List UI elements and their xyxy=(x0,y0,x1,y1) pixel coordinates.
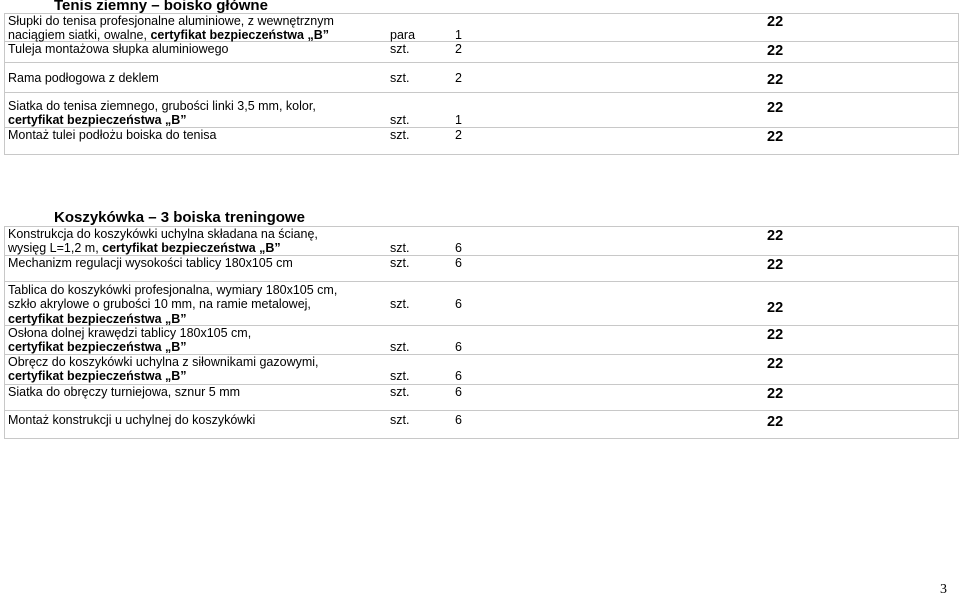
item-unit: szt. xyxy=(390,256,410,270)
item-quantity: 6 xyxy=(455,256,462,270)
item-description: Mechanizm regulacji wysokości tablicy 180x105 cm xyxy=(8,256,293,270)
item-description: Montaż konstrukcji u uchylnej do koszykówki xyxy=(8,413,256,427)
item-value: 22 xyxy=(767,257,784,273)
item-unit: szt. xyxy=(390,128,410,142)
item-quantity: 6 xyxy=(455,413,462,427)
item-quantity: 1 xyxy=(455,113,462,127)
item-unit: szt. xyxy=(390,413,410,427)
row-divider xyxy=(4,62,958,63)
item-description: szkło akrylowe o grubości 10 mm, na ramie metalowej, xyxy=(8,297,311,311)
certificate-label: certyfikat bezpieczeństwa „B” xyxy=(8,113,187,127)
item-quantity: 6 xyxy=(455,241,462,255)
certificate-label: certyfikat bezpieczeństwa „B” xyxy=(102,241,281,255)
column-divider xyxy=(958,13,959,155)
item-description: Osłona dolnej krawędzi tablicy 180x105 cm, xyxy=(8,326,252,340)
item-description xyxy=(8,28,329,43)
item-value: 22 xyxy=(767,100,784,116)
item-unit: szt. xyxy=(390,71,410,85)
item-value: 22 xyxy=(767,72,784,88)
item-value: 22 xyxy=(767,386,784,402)
page-number: 3 xyxy=(940,582,947,597)
column-divider xyxy=(4,226,5,439)
item-quantity: 2 xyxy=(455,71,462,85)
item-value: 22 xyxy=(767,327,784,343)
item-quantity: 2 xyxy=(455,42,462,56)
certificate-label: certyfikat bezpieczeństwa „B” xyxy=(150,28,329,42)
item-value: 22 xyxy=(767,356,784,372)
item-unit: szt. xyxy=(390,241,410,255)
certificate-label: certyfikat bezpieczeństwa „B” xyxy=(8,312,187,326)
item-description-line2: wysięg L=1,2 m, xyxy=(8,241,103,255)
item-description: Montaż tulei podłożu boiska do tenisa xyxy=(8,128,217,142)
section-title: Tenis ziemny – boisko główne xyxy=(54,0,268,14)
column-divider xyxy=(958,226,959,439)
item-description xyxy=(8,241,281,256)
item-quantity: 6 xyxy=(455,340,462,354)
item-unit: szt. xyxy=(390,369,410,383)
item-unit: para xyxy=(390,28,416,42)
item-value: 22 xyxy=(767,300,784,316)
item-value: 22 xyxy=(767,129,784,145)
item-unit: szt. xyxy=(390,297,410,311)
certificate-label: certyfikat bezpieczeństwa „B” xyxy=(8,369,187,383)
item-quantity: 1 xyxy=(455,28,462,42)
certificate-label: certyfikat bezpieczeństwa „B” xyxy=(8,340,187,354)
column-divider xyxy=(4,13,5,155)
item-description: Siatka do tenisa ziemnego, grubości linki 3,5 mm, kolor, xyxy=(8,99,316,113)
item-quantity: 6 xyxy=(455,369,462,383)
row-divider xyxy=(4,438,958,439)
item-description: Konstrukcja do koszykówki uchylna składana na ścianę, xyxy=(8,227,318,241)
item-unit: szt. xyxy=(390,340,410,354)
item-value: 22 xyxy=(767,414,784,430)
item-unit: szt. xyxy=(390,42,410,56)
item-description-line2: naciągiem siatki, owalne, xyxy=(8,28,151,42)
row-divider xyxy=(4,92,958,93)
item-quantity: 6 xyxy=(455,297,462,311)
item-value: 22 xyxy=(767,14,784,30)
item-description: Tablica do koszykówki profesjonalna, wymiary 180x105 cm, xyxy=(8,283,338,297)
row-divider xyxy=(4,154,958,155)
item-unit: szt. xyxy=(390,385,410,399)
item-description: Słupki do tenisa profesjonalne aluminiowe, z wewnętrznym xyxy=(8,14,334,28)
item-description: Obręcz do koszykówki uchylna z siłownikami gazowymi, xyxy=(8,355,319,369)
item-description: Rama podłogowa z deklem xyxy=(8,71,159,85)
row-divider xyxy=(4,281,958,282)
item-value: 22 xyxy=(767,43,784,59)
row-divider xyxy=(4,410,958,411)
item-description: Siatka do obręczy turniejowa, sznur 5 mm xyxy=(8,385,241,399)
item-unit: szt. xyxy=(390,113,410,127)
item-description: Tuleja montażowa słupka aluminiowego xyxy=(8,42,229,56)
item-value: 22 xyxy=(767,228,784,244)
item-quantity: 6 xyxy=(455,385,462,399)
section-title: Koszykówka – 3 boiska treningowe xyxy=(54,209,305,226)
item-quantity: 2 xyxy=(455,128,462,142)
